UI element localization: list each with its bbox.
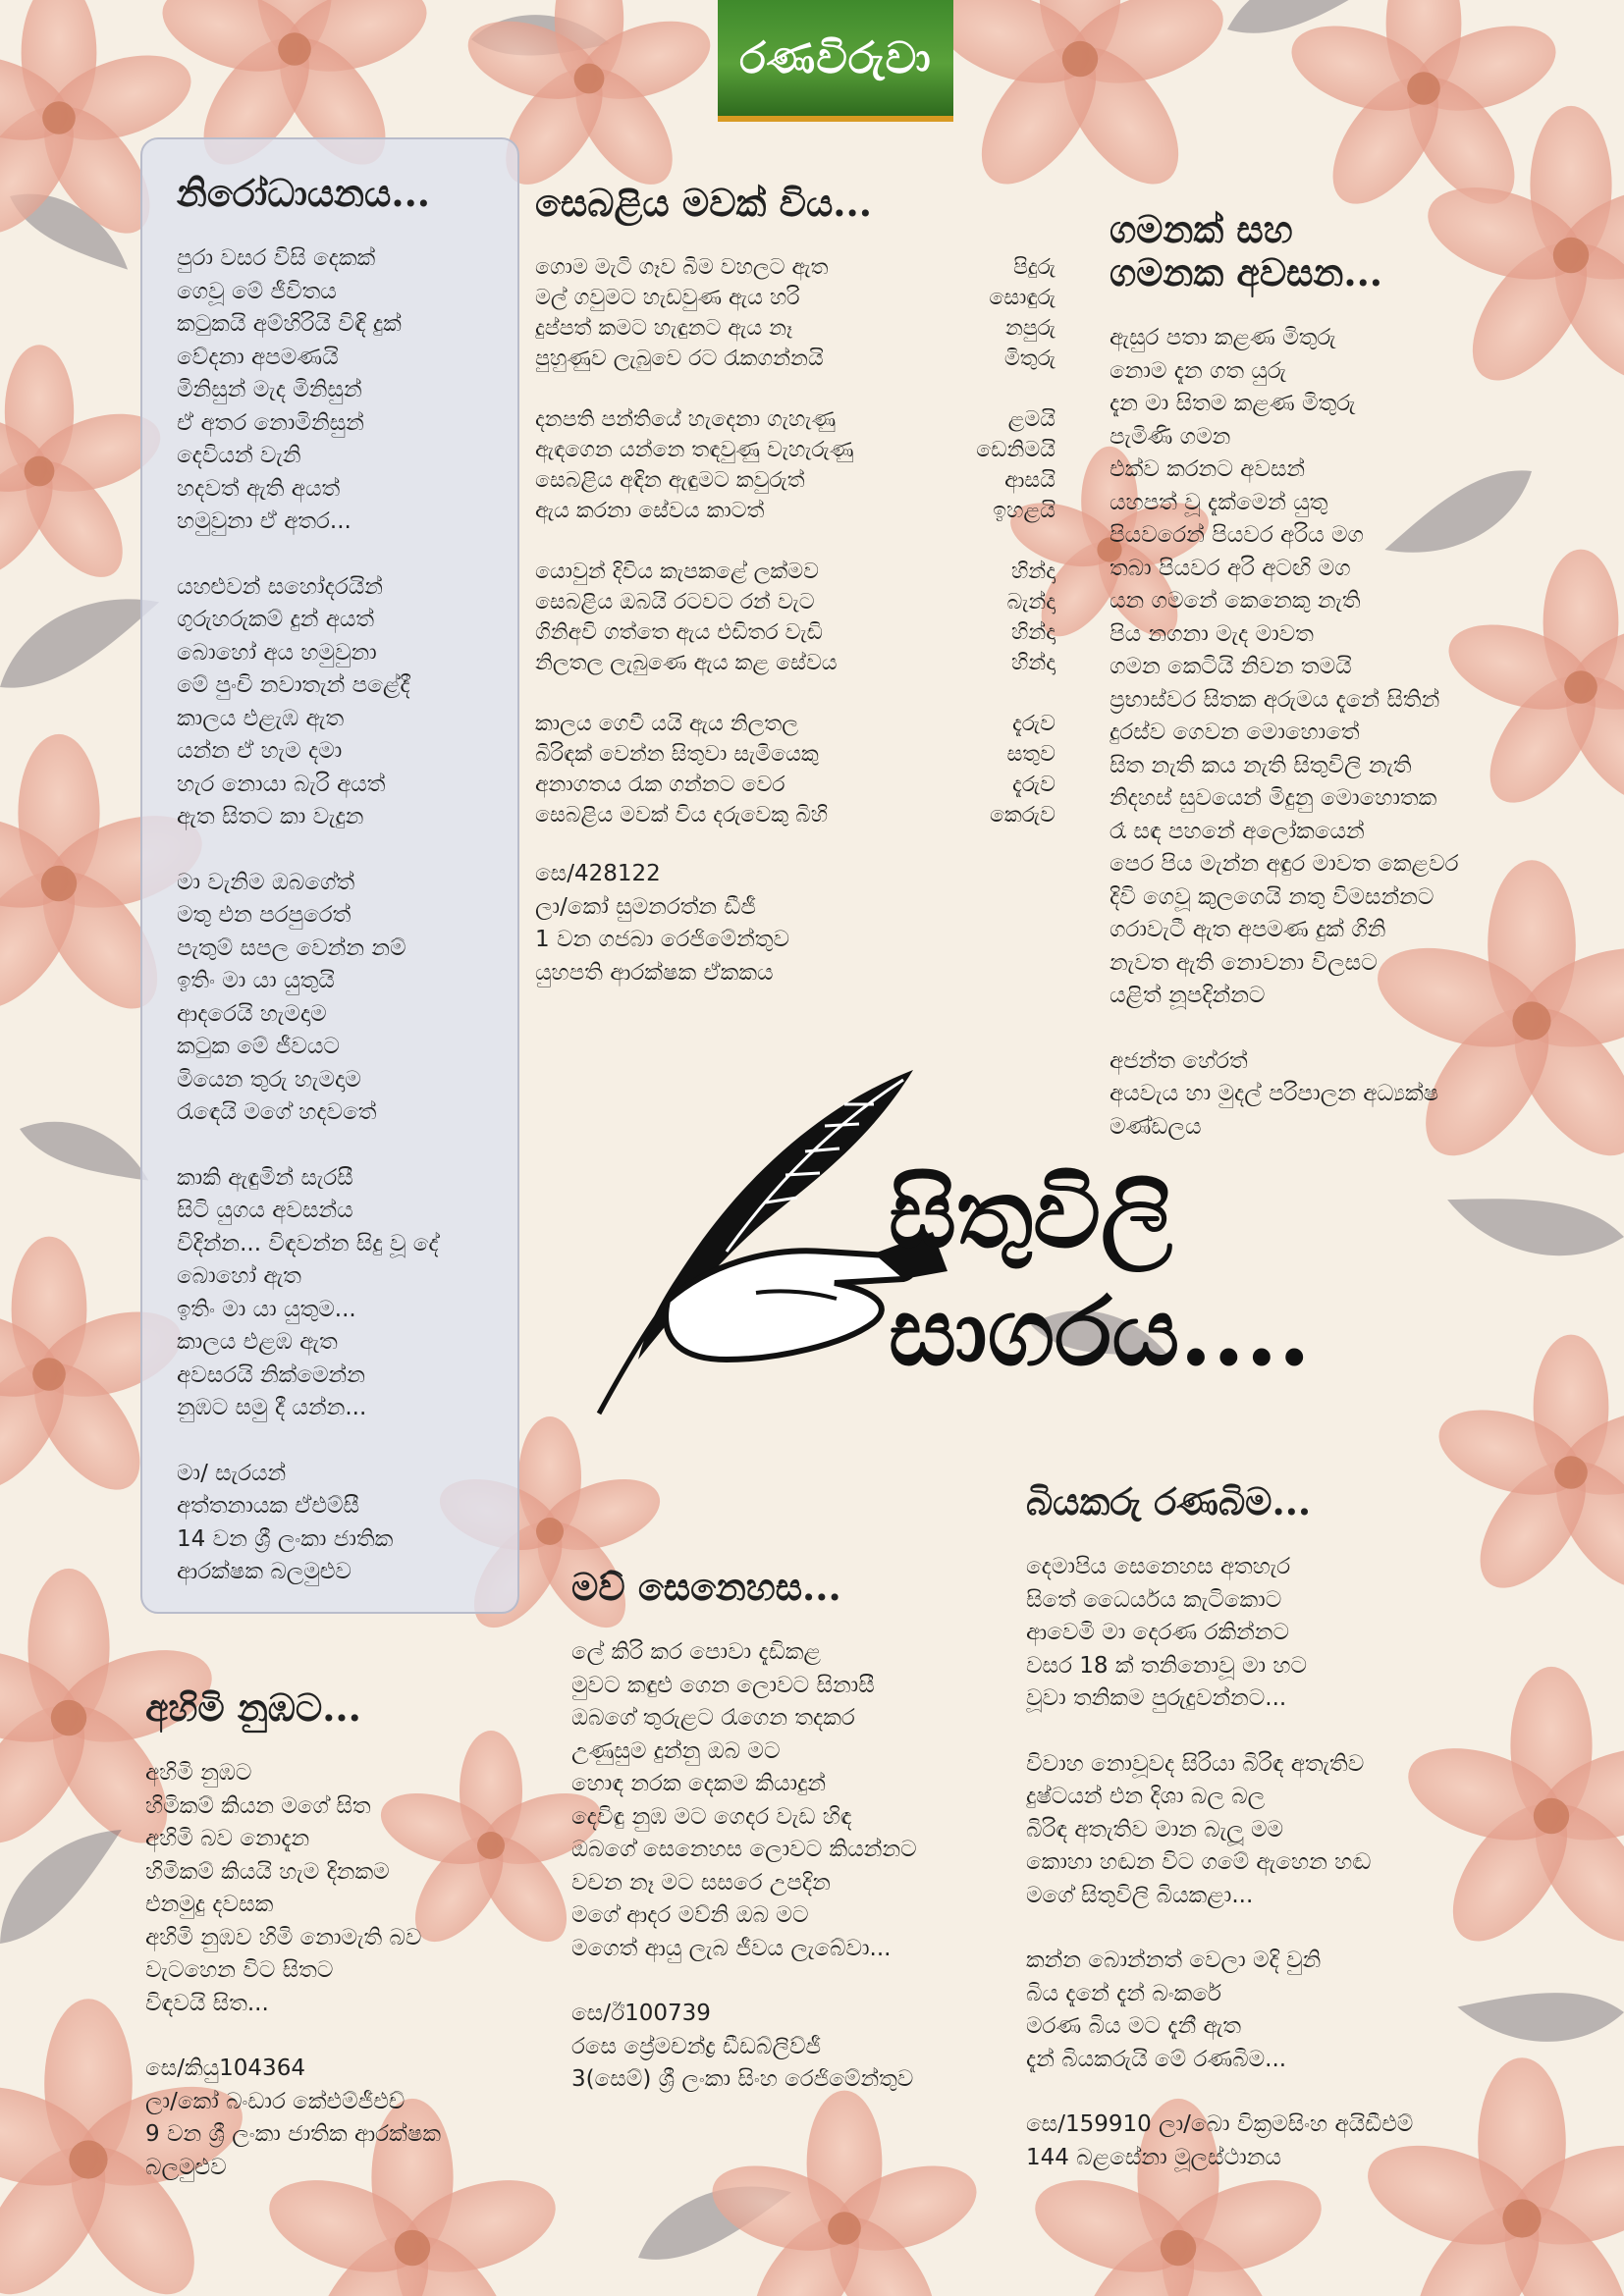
stanza-gap xyxy=(177,1425,439,1458)
poem-title-line2: ගමනක අවසන... xyxy=(1110,250,1383,294)
stanza-gap xyxy=(1026,1716,1413,1748)
poem-line: මුවට කඳුළු ගෙන ලොවට සිනාසී xyxy=(571,1672,875,1698)
poem-line xyxy=(535,557,1056,587)
poem-line: ප්‍රභාස්වර සිතක අරුමය දැනේ සිතින් xyxy=(1110,686,1440,713)
poem-line: වසර 18 ක් තනිනොවූ මා හට xyxy=(1026,1652,1308,1679)
poem-line: ඉතිං මා යා යුතුයි xyxy=(177,968,335,993)
poem-line: යළිත් නූපදින්නට xyxy=(1110,983,1266,1008)
poem-line-text: දනපති පන්තියේ හැදෙනා ගැහැණු xyxy=(535,407,837,432)
stanza-gap xyxy=(177,834,439,867)
poem-line-text: කාලය ගෙවී යයි ඇය නිලතල xyxy=(535,712,799,736)
poem-line xyxy=(535,770,1056,800)
poem-line: බොහෝ ඇත xyxy=(177,1263,301,1289)
poem-line: විඳවයි සිත... xyxy=(145,1990,269,2016)
poem-line-rhyme: හින්දා xyxy=(1011,620,1056,645)
poem-line: යන ගමනේ කෙනෙකු නැති xyxy=(1110,588,1361,614)
poem-line-rhyme: හින්දා xyxy=(1011,560,1056,584)
poem-line: ඇත සිතට කා වැදුන xyxy=(177,804,364,829)
poem-line-text: නිලතල ලැබුණෙ ඇය කළ සේවය xyxy=(535,651,838,675)
poem-line: රසෙ ප්‍රේමචන්ද්‍ර ඩීඩබ්ලිව්ජී xyxy=(571,2033,822,2059)
poem-line: පැමිණි ගමන xyxy=(1110,423,1231,450)
poem-line: කටුක මේ ජීවයට xyxy=(177,1034,340,1059)
poem-line: බිය දැනේ දැන් බංකරේ xyxy=(1026,1980,1221,2006)
poem-line: කටුකයි අම්හිරියි විඳි දුක් xyxy=(177,311,402,337)
poem-line: අහිමි බව නොදැන xyxy=(145,1826,310,1851)
poem-line: ගරාවැටී ඇත අපමණ දුක් ගිනි xyxy=(1110,917,1386,942)
poem-line: නැවත ඇති නොවනා විලසට xyxy=(1110,949,1378,976)
poem-line: පැතුම් සපල වෙන්න නම් xyxy=(177,934,406,961)
poem-line: එක්ව කරනට අවසන් xyxy=(1110,456,1306,482)
poem-body xyxy=(145,1757,441,2184)
poem-biyakaru xyxy=(1026,1480,1413,2174)
poem-line: හිමිකම් කියන මගේ සිත xyxy=(145,1792,371,1819)
poem-line: සිටි යුගය අවසන්ය xyxy=(177,1198,353,1223)
poem-line: දෙවිඳු නුඹ මට ගෙදර වැඩ හිඳ xyxy=(571,1803,852,1830)
poem-line: නොම දැන ගත යුරු xyxy=(1110,357,1287,384)
poem-line-rhyme: දැරුව xyxy=(1012,773,1056,797)
poem-line: ලා/කෝ සුමනරත්න ඩීජී xyxy=(535,893,757,920)
poem-line: මගෙත් ආයු ලැබ ජීවය ලැබේවා... xyxy=(571,1935,892,1961)
poem-credits xyxy=(535,858,1056,989)
poem-ahimi-nubata xyxy=(145,1686,441,2184)
poem-line-rhyme: කෙරුව xyxy=(989,803,1056,828)
poem-line: උණුසුම දුන්නු ඔබ මට xyxy=(571,1737,781,1764)
poem-line: මගේ සිතුවිලි බියකළා... xyxy=(1026,1882,1254,1908)
poem-line: 14 වන ශ්‍රී ලංකා ජාතික xyxy=(177,1525,394,1552)
poem-line: ගුරුහරුකම් දුන් අයත් xyxy=(177,607,375,632)
poem-maw-senehasa xyxy=(571,1566,917,2097)
stanza-gap xyxy=(177,1130,439,1162)
poem-line: මියෙන තුරු හැමදාම xyxy=(177,1066,361,1093)
poem-line-rhyme: ඉහළයි xyxy=(993,499,1056,523)
poem-line: ගෙවූ මේ ජීවිතය xyxy=(177,278,337,304)
poem-line-text: ගිනිඅවි ගත්තෙ ඇය එඩිතර වැඩි xyxy=(535,620,823,645)
poem-body xyxy=(571,1636,917,2097)
poem-line: පෙර පිය මැන්න අඳුර මාවත කෙළවර xyxy=(1110,851,1459,877)
poem-line: දුරස්ව ගෙවන මොහොතේ xyxy=(1110,720,1360,745)
poem-title: බියකරු රණබිම... xyxy=(1026,1479,1312,1523)
poem-line-rhyme: නපුරු xyxy=(1004,316,1056,341)
poem-line-text: ගොම මැටි ගෑව බිම වහලට ඇත xyxy=(535,255,829,280)
poem-line: හමුවුනා ඒ අතර... xyxy=(177,508,352,534)
poem-line xyxy=(535,587,1056,617)
poem-line: අත්තනායක ඒඑම්සී xyxy=(177,1493,360,1519)
poem-sebaliya xyxy=(535,182,1056,989)
poem-line-text: මල් ගවුමට හැඩවුණ ඇය හරි xyxy=(535,286,800,310)
poem-line: දෙමාපිය සෙනෙහස අතහැර xyxy=(1026,1554,1291,1579)
poem-line: ආරක්ෂක බලමුළුව xyxy=(177,1559,352,1584)
poem-line xyxy=(535,800,1056,830)
poem-line-text: පුහුණුව ලැබුවෙ රට රැකගන්නයි xyxy=(535,347,824,371)
poem-line xyxy=(535,739,1056,770)
poem-line: යුහපති ආරක්ෂක ඒකකය xyxy=(535,959,774,986)
poem-line: නුඹට සමු දී යන්න... xyxy=(177,1395,367,1420)
poem-line-rhyme: සතුව xyxy=(1006,742,1056,767)
poem-line: හදවත් ඇති අයත් xyxy=(177,475,341,502)
poem-line: මා/ සැරයන් xyxy=(177,1460,287,1486)
poem-body xyxy=(1110,322,1459,1144)
stanza-gap xyxy=(535,374,1056,404)
stanza-gap xyxy=(1026,1912,1413,1945)
poem-line: මරණ බිය මට දැනී ඇත xyxy=(1026,2013,1242,2039)
poem-line: 9 වන ශ්‍රී ලංකා ජාතික ආරක්ෂක xyxy=(145,2121,441,2147)
poem-line-text: බිරිඳක් වෙන්න සිතුවා සැමියෙකු xyxy=(535,742,819,767)
banner-title-line2: සාගරය.... xyxy=(889,1276,1311,1387)
poem-line xyxy=(535,435,1056,465)
poem-line: දිවි ගෙවූ කුලගෙයි නතු විමසන්නට xyxy=(1110,883,1435,910)
poem-line: මිනිසුන් මැද මිනිසුන් xyxy=(177,377,362,402)
stanza-gap xyxy=(535,526,1056,557)
poem-line: අජන්ත හේරත් xyxy=(1110,1047,1248,1074)
poem-line-text: සෙබළිය අඳින ඇඳුමට කවුරුත් xyxy=(535,468,805,493)
poem-line: ගමන කෙටියි නිවන තමයි xyxy=(1110,654,1352,679)
poem-line: රැඳෙයි මගේ හදවතේ xyxy=(177,1099,377,1125)
poem-line: කන්න බොන්නත් වෙලා මදි වුනි xyxy=(1026,1948,1322,1973)
poem-line: දෙවියන් වැනි xyxy=(177,443,301,468)
poem-line: මතු එන පරපුරෙත් xyxy=(177,902,352,928)
poem-line: හොඳ නරක දෙකම කියාදුන් xyxy=(571,1771,826,1796)
poem-line: පියවරෙන් පියවර අරිය මග xyxy=(1110,522,1364,548)
poem-gamanak xyxy=(1110,208,1459,1144)
poem-line: දැන් බියකරුයි මේ රණබිම... xyxy=(1026,2046,1287,2072)
poem-nirodhayanaya xyxy=(177,172,439,1589)
poem-line-rhyme: ඩෙනිමයි xyxy=(976,438,1056,462)
poem-line: යහපත් වූ දැක්මෙන් යුතු xyxy=(1110,489,1328,515)
poem-line-rhyme: සොඳුරු xyxy=(989,286,1056,310)
poem-line: කාලය එළැඹ ඇත xyxy=(177,705,345,731)
poem-line: සෙ/428122 xyxy=(535,861,661,886)
poem-line: වූවා තනිකම පුරුදුවන්නට... xyxy=(1026,1685,1287,1711)
poem-line xyxy=(535,465,1056,496)
stanza-gap xyxy=(1110,1013,1459,1045)
poem-line-text: ඇය කරනා සේවය කාටත් xyxy=(535,499,765,523)
poem-line: ඇසුර පතා කළණ මිතුරු xyxy=(1110,325,1336,350)
poem-line-rhyme: දැරුව xyxy=(1012,712,1056,736)
poem-line: පුරා වසර විසි දෙකක් xyxy=(177,245,376,271)
poem-line-rhyme: පිදුරු xyxy=(1012,255,1056,280)
poem-line xyxy=(535,709,1056,739)
poem-line: වචන නෑ මට සසරෙ උපදින xyxy=(571,1869,831,1896)
poem-line: මණ්ඩලය xyxy=(1110,1113,1202,1140)
poem-line: විදින්න... විඳවන්න සිදු වූ දේ xyxy=(177,1230,439,1256)
poem-line: රෑ සඳ පහනේ අලෝකයෙන් xyxy=(1110,818,1365,844)
masthead-title: රණවිරුවා xyxy=(739,32,932,83)
poem-line: හිමිකම් කියයි හැම දිනකම xyxy=(145,1858,390,1885)
poem-line: යහළුවන් සහෝදරයින් xyxy=(177,573,383,600)
poem-line: සෙ/කියු104364 xyxy=(145,2056,305,2081)
poem-line-rhyme: බැන්දා xyxy=(1006,590,1056,614)
poem-title: නිරෝධායනය... xyxy=(177,171,431,215)
poem-line: පිය නගනා මැද මාවත xyxy=(1110,620,1314,647)
poem-line: දුෂ්ටයන් එන දිශා බල බල xyxy=(1026,1784,1266,1809)
stanza-gap xyxy=(1026,2076,1413,2109)
poem-body xyxy=(1026,1551,1413,2174)
poem-line: ඒ අතර නොමිනිසුන් xyxy=(177,409,364,436)
poem-line: කාකි ඇඳුමින් සැරසී xyxy=(177,1164,353,1191)
poem-line: අවසරයි නික්මෙන්න xyxy=(177,1362,365,1388)
poem-line: තබා පියවර අරි අටඟි මග xyxy=(1110,555,1351,581)
poem-line: සිත නැති කය නැති සිතුවිලි නැති xyxy=(1110,752,1412,778)
poem-line xyxy=(535,648,1056,678)
poem-line xyxy=(535,404,1056,435)
poem-line: අයවැය හා මුදල් පරිපාලන අධ්‍යක්ෂ xyxy=(1110,1081,1439,1106)
poem-line: සිතේ ධෛර්යය කැටිකොට xyxy=(1026,1586,1282,1613)
poem-line: ඔබගේ තුරුළට රැගෙන තදකර xyxy=(571,1705,855,1731)
poem-line: 3(සෙම්) ශ්‍රී ලංකා සිංහ රෙජිමේන්තුව xyxy=(571,2066,914,2092)
poem-line: මේ පුංචි නවාතැන් පළේදී xyxy=(177,672,410,698)
poem-line: සෙ/ඊ100739 xyxy=(571,2001,711,2026)
poem-line: යන්න ඒ හැම දමා xyxy=(177,738,343,764)
poem-body xyxy=(177,242,439,1589)
poem-line: ඉතිං මා යා යුතුම... xyxy=(177,1296,356,1322)
poem-line: 144 බළසේනා මූලස්ථානය xyxy=(1026,2144,1281,2170)
poem-line-text: යොවුන් දිවිය කැපකළේ ලක්මව xyxy=(535,560,819,584)
poem-line: වැටහෙන විට සිතට xyxy=(145,1957,334,1983)
poem-line: මගේ ආදර මව්නි ඔබ මට xyxy=(571,1902,809,1928)
poem-line: සෙ/159910 ලා/බො වික්‍රමසිංහ අයිඩීඑම් xyxy=(1026,2111,1414,2137)
poem-line xyxy=(535,313,1056,344)
poem-line xyxy=(535,496,1056,526)
poem-line-text: දුප්පත් කමට හැඳුනට ඇය නෑ xyxy=(535,316,793,341)
poem-body xyxy=(535,252,1056,830)
poem-line: මා වැනිම ඔබගේත් xyxy=(177,869,355,895)
stanza-gap xyxy=(177,539,439,571)
poem-line: බලමුළුව xyxy=(145,2154,227,2180)
poem-line: කොහා හඬන විට ගමේ ඇහෙන හඬ xyxy=(1026,1849,1372,1875)
poem-line: එනමුදු දවසක xyxy=(145,1892,274,1917)
poem-title: සෙබළිය මවක් විය... xyxy=(535,181,872,225)
poem-line: කාලය එළඹ ඇත xyxy=(177,1329,338,1355)
poem-line-text: අනාගතය රැක ගන්නට වෙර xyxy=(535,773,785,797)
poem-line: ලා/කෝ බංඩාර කේඑම්ජීඑච් xyxy=(145,2088,406,2114)
poem-line: දැන මා සිතම කළණ මිතුරු xyxy=(1110,391,1356,416)
poem-line: ලේ කිරි කර පොවා දැඩිකළ xyxy=(571,1639,821,1665)
poem-line-rhyme: මිතුරු xyxy=(1003,347,1056,371)
masthead-logo xyxy=(718,0,953,122)
stanza-gap xyxy=(145,2020,441,2053)
poem-line xyxy=(535,617,1056,648)
poem-line-rhyme: හින්දා xyxy=(1011,651,1056,675)
poem-line-text: සෙබළිය මවක් විය දරුවෙකු බිහි xyxy=(535,803,829,828)
poem-line: 1 වන ගජබා රෙජිමේන්තුව xyxy=(535,927,790,952)
poem-line xyxy=(535,252,1056,283)
poem-line: ආදරෙයි හැමදාම xyxy=(177,1000,327,1027)
poem-line-rhyme: ළමයි xyxy=(1007,407,1056,432)
poem-line: නිදහස් සුවයෙන් මිදුනු මොහොතක xyxy=(1110,785,1437,811)
stanza-gap xyxy=(571,1965,917,1998)
poem-line: අහිමි නුඹව හිමි නොමැති බව xyxy=(145,1924,422,1950)
poem-line: හැර නොයා බැරි අයත් xyxy=(177,771,386,797)
poem-line xyxy=(535,283,1056,313)
poem-title: අහිමි නුඹට... xyxy=(145,1685,361,1730)
poem-line: බිරිඳ අතැතිව මාන බැලූ මම xyxy=(1026,1816,1284,1842)
poem-line: බොහෝ අය හමුවුනා xyxy=(177,639,377,666)
poem-line: ඔබගේ සෙනෙහස ලොවට කියන්නට xyxy=(571,1837,917,1862)
poem-line: ආවෙමි මා දෙරණ රකින්නට xyxy=(1026,1620,1290,1645)
poem-line: අහිමි නුඹට xyxy=(145,1760,252,1786)
stanza-gap xyxy=(535,678,1056,709)
poem-line: වේදනා අපමණයි xyxy=(177,344,339,370)
poem-title-line1: ගමනක් සහ xyxy=(1110,207,1293,251)
poem-line xyxy=(535,344,1056,374)
poem-line-rhyme: ආසයි xyxy=(1004,468,1056,493)
poem-line-text: සෙබළිය ඔබයි රටවට රන් වැට xyxy=(535,590,815,614)
poem-title: මව් සෙනෙහස... xyxy=(571,1565,841,1609)
banner-title-line1: සිතුවිලි xyxy=(889,1158,1173,1269)
poem-line-text: ඇඳගෙන යන්නෙ තඳවුණු වැහැරුණු xyxy=(535,438,854,462)
poem-line: විවාහ නොවූවද සිරියා බිරිඳ අතැතිව xyxy=(1026,1750,1365,1777)
